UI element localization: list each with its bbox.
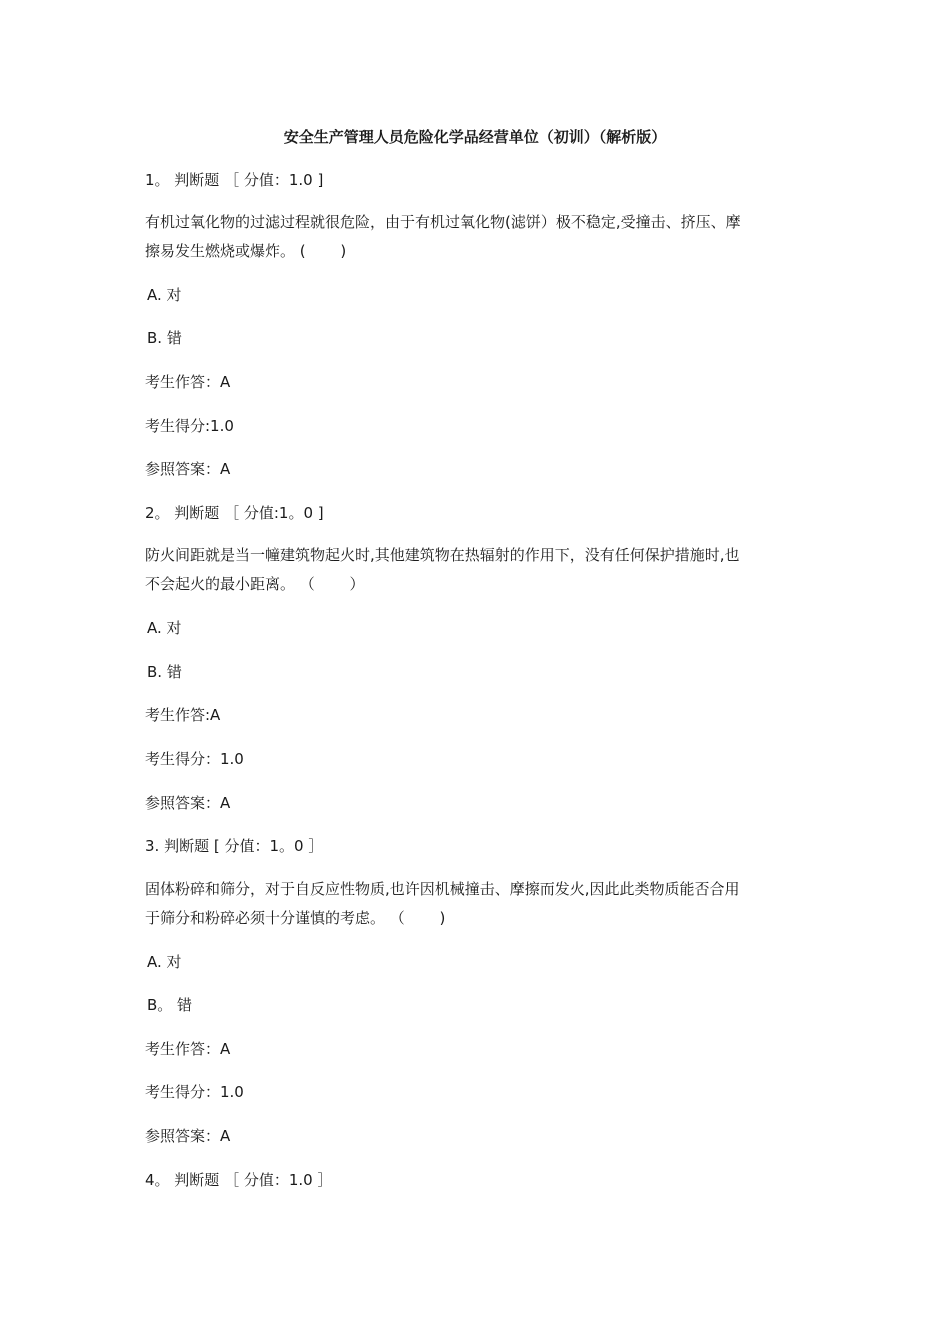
question-2-option-b: B. 错 — [147, 663, 182, 681]
question-2-header: 2。 判断题 ［ 分值:1。0 ] — [145, 504, 324, 522]
question-1-stem-line-1: 有机过氧化物的过滤过程就很危险，由于有机过氧化物(滤饼）极不稳定,受撞击、挤压、摩 — [145, 213, 741, 231]
question-3-option-b: B。 错 — [147, 996, 193, 1014]
question-2-stem-line-2: 不会起火的最小距离。 （ ） — [145, 575, 365, 593]
question-1-option-b: B. 错 — [147, 329, 182, 347]
question-3-reference-answer: 参照答案：A — [145, 1127, 231, 1145]
question-3-stem-line-1: 固体粉碎和筛分，对于自反应性物质,也许因机械撞击、摩擦而发火,因此此类物质能否合用 — [145, 880, 740, 898]
question-1-stem-line-2: 擦易发生燃烧或爆炸。 ( ) — [145, 242, 347, 260]
question-3-candidate-score: 考生得分：1.0 — [145, 1083, 244, 1101]
question-3-stem — [145, 875, 815, 933]
question-2-reference-answer: 参照答案：A — [145, 794, 231, 812]
question-1-candidate-answer: 考生作答：A — [145, 373, 231, 391]
question-2-stem — [145, 541, 815, 599]
question-3-option-a: A. 对 — [147, 953, 182, 971]
question-2-stem-line-1: 防火间距就是当一幢建筑物起火时,其他建筑物在热辐射的作用下，没有任何保护措施时,也 — [145, 546, 740, 564]
question-1-candidate-score: 考生得分:1.0 — [145, 417, 234, 435]
question-1-header: 1。 判断题 ［ 分值：1.0 ] — [145, 171, 324, 189]
question-2-candidate-score: 考生得分：1.0 — [145, 750, 244, 768]
question-3-candidate-answer: 考生作答：A — [145, 1040, 231, 1058]
question-1-reference-answer: 参照答案：A — [145, 460, 231, 478]
question-3-header: 3. 判断题 [ 分值：1。0 ］ — [145, 837, 324, 855]
question-3-stem-line-2: 于筛分和粉碎必须十分谨慎的考虑。 （ ) — [145, 909, 446, 927]
document-title: 安全生产管理人员危险化学品经营单位（初训）（解析版） — [283, 128, 667, 146]
question-1-stem — [145, 208, 815, 266]
question-2-option-a: A. 对 — [147, 619, 182, 637]
question-1-option-a: A. 对 — [147, 286, 182, 304]
question-2-candidate-answer: 考生作答:A — [145, 706, 221, 724]
question-4-header: 4。 判断题 ［ 分值：1.0 ］ — [145, 1171, 333, 1189]
